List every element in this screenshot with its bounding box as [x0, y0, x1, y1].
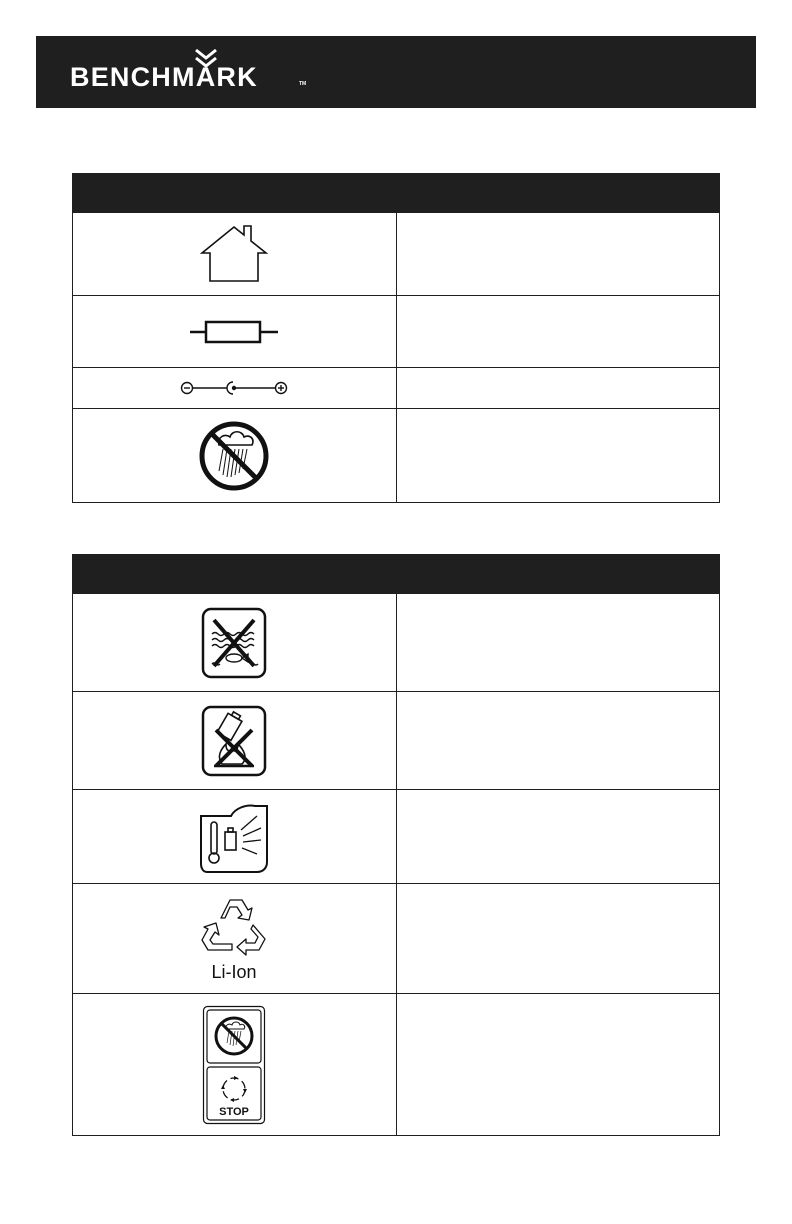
table-row	[73, 296, 720, 368]
recycle-icon	[194, 892, 274, 986]
no-fire-disposal-icon	[200, 704, 268, 778]
trademark-mark: TM	[299, 81, 307, 87]
symbols-table-2	[72, 554, 720, 1136]
description-cell	[396, 368, 720, 409]
table-row	[73, 368, 720, 409]
dc-polarity-icon	[179, 377, 289, 399]
benchmark-logo	[70, 48, 310, 94]
stop-label: STOP	[219, 1105, 250, 1118]
fuse-icon	[186, 315, 282, 349]
icon-cell	[73, 296, 397, 368]
house-icon	[198, 223, 270, 285]
table-row	[73, 213, 720, 296]
description-cell	[396, 994, 720, 1136]
table-row	[73, 692, 720, 790]
no-rain-stop-icon	[202, 1005, 266, 1125]
description-cell	[396, 692, 720, 790]
table-row	[73, 790, 720, 884]
icon-cell	[73, 368, 397, 409]
icon-cell	[73, 213, 397, 296]
table-row	[73, 884, 720, 994]
description-cell	[396, 296, 720, 368]
no-rain-icon	[197, 419, 271, 493]
header-cell-description	[396, 555, 720, 594]
header-cell-description	[396, 174, 720, 213]
header-cell-symbol	[73, 174, 397, 213]
recycle-icon-label: Li-Ion	[211, 961, 257, 982]
header-cell-symbol	[73, 555, 397, 594]
description-cell	[396, 884, 720, 994]
icon-cell	[73, 884, 397, 994]
description-cell	[396, 409, 720, 503]
temperature-sunlight-icon	[197, 800, 271, 874]
brand-name: BENCHMARK	[70, 62, 258, 92]
symbols-table-1	[72, 173, 720, 503]
table-header-row	[73, 174, 720, 213]
no-water-disposal-icon	[200, 606, 268, 680]
icon-cell	[73, 790, 397, 884]
description-cell	[396, 594, 720, 692]
icon-cell	[73, 409, 397, 503]
table-row	[73, 994, 720, 1136]
icon-cell	[73, 994, 397, 1136]
table-row	[73, 594, 720, 692]
table-row	[73, 409, 720, 503]
icon-cell	[73, 594, 397, 692]
table-header-row	[73, 555, 720, 594]
icon-cell	[73, 692, 397, 790]
description-cell	[396, 790, 720, 884]
description-cell	[396, 213, 720, 296]
